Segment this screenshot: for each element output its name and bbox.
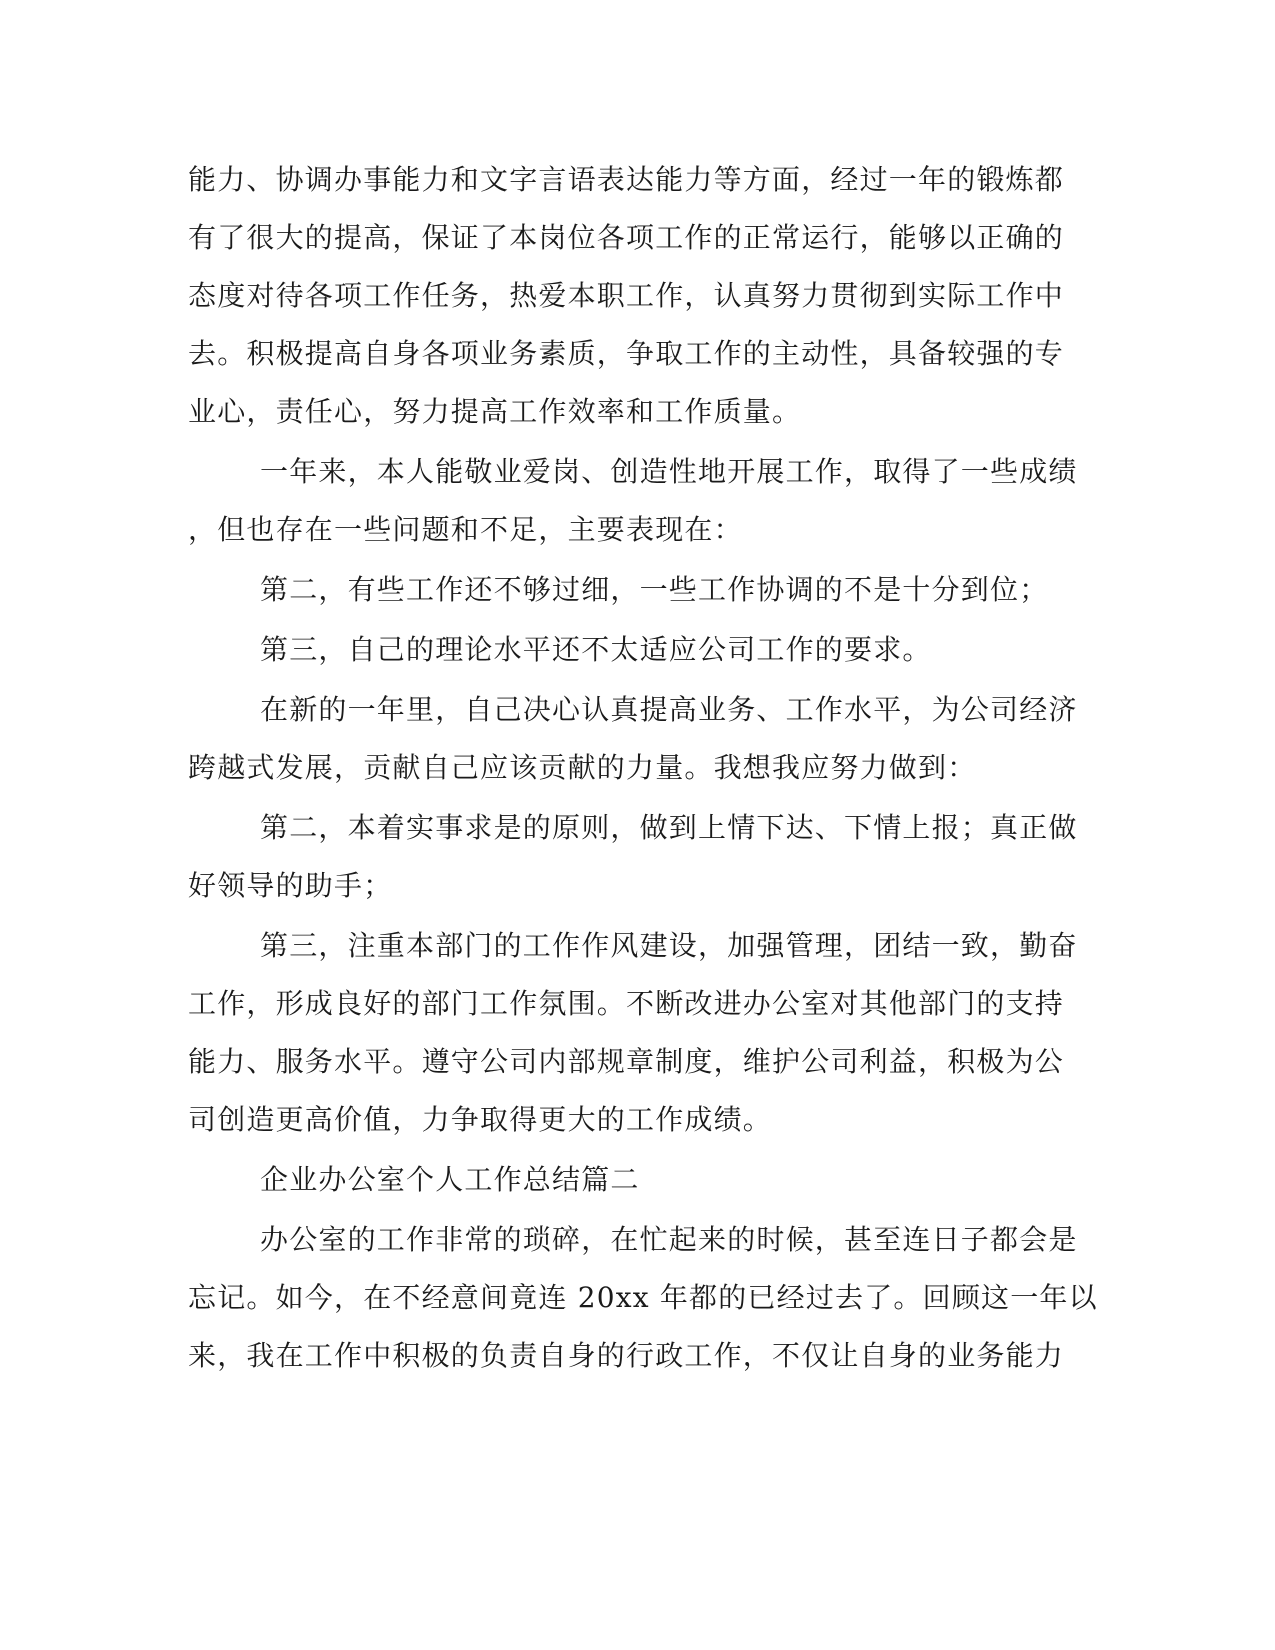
- body-text-line: 工作，形成良好的部门工作氛围。不断改进办公室对其他部门的支持: [188, 987, 1065, 1020]
- body-text-line: 业心，责任心，努力提高工作效率和工作质量。: [188, 395, 802, 428]
- list-item-third: 第三，注重本部门的工作作风建设，加强管理，团结一致，勤奋: [260, 929, 1078, 962]
- body-text-line: 司创造更高价值，力争取得更大的工作成绩。: [188, 1103, 773, 1136]
- section-heading: 企业办公室个人工作总结篇二: [260, 1163, 640, 1196]
- body-text-line: 有了很大的提高，保证了本岗位各项工作的正常运行，能够以正确的: [188, 221, 1065, 254]
- body-text-line: ，但也存在一些问题和不足，主要表现在：: [188, 513, 743, 546]
- body-text-line: 忘记。如今，在不经意间竟连 20xx 年都的已经过去了。回顾这一年以: [188, 1281, 1098, 1314]
- body-text-line: 好领导的助手；: [188, 869, 393, 902]
- body-text-line: 能力、服务水平。遵守公司内部规章制度，维护公司利益，积极为公: [188, 1045, 1065, 1078]
- body-text-line: 态度对待各项工作任务，热爱本职工作，认真努力贯彻到实际工作中: [188, 279, 1065, 312]
- paragraph-first-line: 办公室的工作非常的琐碎，在忙起来的时候，甚至连日子都会是: [260, 1223, 1078, 1256]
- paragraph-first-line: 在新的一年里，自己决心认真提高业务、工作水平，为公司经济: [260, 693, 1078, 726]
- list-item-third: 第三，自己的理论水平还不太适应公司工作的要求。: [260, 633, 932, 666]
- list-item-second: 第二，有些工作还不够过细，一些工作协调的不是十分到位；: [260, 573, 1049, 606]
- list-item-second: 第二，本着实事求是的原则，做到上情下达、下情上报；真正做: [260, 811, 1078, 844]
- paragraph-first-line: 一年来，本人能敬业爱岗、创造性地开展工作，取得了一些成绩: [260, 455, 1078, 488]
- body-text-line: 能力、协调办事能力和文字言语表达能力等方面，经过一年的锻炼都: [188, 163, 1065, 196]
- body-text-line: 跨越式发展，贡献自己应该贡献的力量。我想我应努力做到：: [188, 751, 977, 784]
- body-text-line: 来，我在工作中积极的负责自身的行政工作，不仅让自身的业务能力: [188, 1339, 1065, 1372]
- body-text-line: 去。积极提高自身各项业务素质，争取工作的主动性，具备较强的专: [188, 337, 1065, 370]
